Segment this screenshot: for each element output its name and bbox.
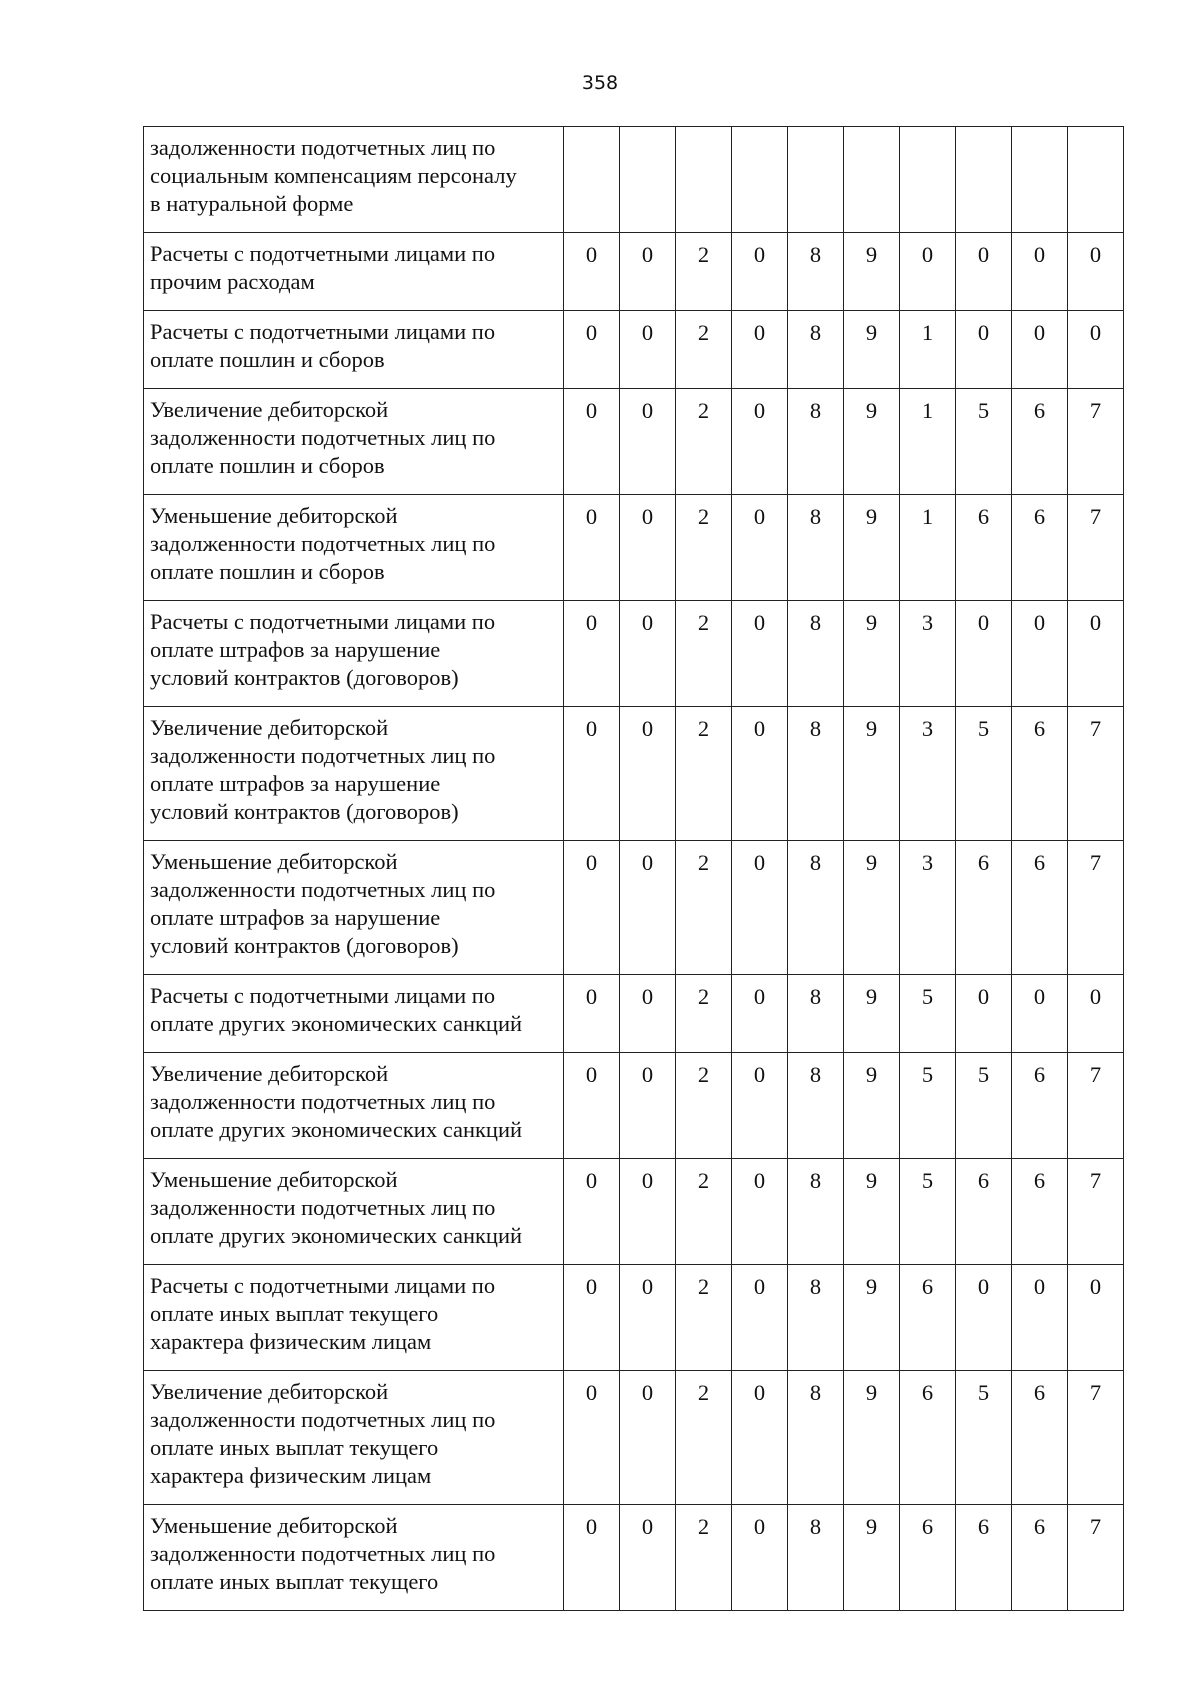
table-row: [144, 841, 1124, 975]
code-digit: 0: [564, 1371, 620, 1505]
code-digit: 8: [788, 1053, 844, 1159]
code-digit: 6: [956, 1505, 1012, 1611]
code-digit: 0: [564, 389, 620, 495]
code-digit: 0: [564, 233, 620, 311]
code-digit: 9: [844, 311, 900, 389]
code-digit: [676, 127, 732, 233]
code-digit: 0: [564, 841, 620, 975]
code-digit: 2: [676, 233, 732, 311]
code-digit: 0: [732, 601, 788, 707]
code-digit: 3: [900, 841, 956, 975]
code-digit: 9: [844, 495, 900, 601]
code-digit: [900, 127, 956, 233]
code-digit: 9: [844, 1265, 900, 1371]
code-digit: 8: [788, 389, 844, 495]
code-digit: 1: [900, 495, 956, 601]
code-digit: 0: [564, 707, 620, 841]
table-row: [144, 1371, 1124, 1505]
code-digit: 6: [1012, 841, 1068, 975]
code-digit: 0: [1068, 311, 1124, 389]
code-digit: 8: [788, 707, 844, 841]
code-digit: 2: [676, 495, 732, 601]
code-digit: 0: [956, 601, 1012, 707]
code-digit: 0: [564, 1053, 620, 1159]
code-digit: 0: [620, 1505, 676, 1611]
row-description: Расчеты с подотчетными лицами по оплате иных выплат текущего характера физическим лицам: [144, 1265, 564, 1371]
table-row: [144, 1505, 1124, 1611]
accounts-table: [143, 126, 1124, 1611]
row-description: Уменьшение дебиторской задолженности подотчетных лиц по оплате иных выплат текущего: [144, 1505, 564, 1611]
code-digit: [1068, 127, 1124, 233]
code-digit: 0: [732, 1053, 788, 1159]
code-digit: 2: [676, 975, 732, 1053]
code-digit: 5: [900, 1053, 956, 1159]
code-digit: 3: [900, 601, 956, 707]
code-digit: 0: [1068, 233, 1124, 311]
code-digit: 1: [900, 389, 956, 495]
code-digit: 9: [844, 1371, 900, 1505]
code-digit: 0: [732, 389, 788, 495]
code-digit: 2: [676, 1265, 732, 1371]
code-digit: 0: [620, 841, 676, 975]
code-digit: 5: [900, 1159, 956, 1265]
code-digit: 0: [564, 1505, 620, 1611]
code-digit: 8: [788, 601, 844, 707]
code-digit: 1: [900, 311, 956, 389]
code-digit: 6: [1012, 495, 1068, 601]
row-description: Расчеты с подотчетными лицами по оплате других экономических санкций: [144, 975, 564, 1053]
code-digit: 0: [564, 975, 620, 1053]
table-row: [144, 233, 1124, 311]
row-description: Увеличение дебиторской задолженности подотчетных лиц по оплате пошлин и сборов: [144, 389, 564, 495]
code-digit: 3: [900, 707, 956, 841]
code-digit: 2: [676, 389, 732, 495]
row-description: Увеличение дебиторской задолженности подотчетных лиц по оплате штрафов за нарушение условий контрактов (договоров): [144, 707, 564, 841]
code-digit: 0: [620, 389, 676, 495]
code-digit: 0: [732, 311, 788, 389]
code-digit: 8: [788, 1159, 844, 1265]
code-digit: 9: [844, 389, 900, 495]
code-digit: 5: [956, 389, 1012, 495]
row-description: Увеличение дебиторской задолженности подотчетных лиц по оплате других экономических санкций: [144, 1053, 564, 1159]
code-digit: 0: [620, 1371, 676, 1505]
code-digit: 0: [732, 1505, 788, 1611]
code-digit: 0: [1012, 311, 1068, 389]
code-digit: 9: [844, 1505, 900, 1611]
table-row: [144, 707, 1124, 841]
code-digit: 8: [788, 1505, 844, 1611]
code-digit: 6: [1012, 1505, 1068, 1611]
code-digit: 7: [1068, 495, 1124, 601]
code-digit: 8: [788, 1265, 844, 1371]
code-digit: 7: [1068, 1371, 1124, 1505]
code-digit: 0: [620, 601, 676, 707]
code-digit: 0: [564, 1159, 620, 1265]
code-digit: 6: [1012, 707, 1068, 841]
code-digit: 9: [844, 841, 900, 975]
code-digit: 0: [956, 1265, 1012, 1371]
code-digit: 0: [732, 233, 788, 311]
code-digit: 7: [1068, 707, 1124, 841]
code-digit: 0: [732, 1371, 788, 1505]
row-description: Расчеты с подотчетными лицами по оплате пошлин и сборов: [144, 311, 564, 389]
code-digit: 0: [620, 975, 676, 1053]
code-digit: 2: [676, 1159, 732, 1265]
code-digit: 7: [1068, 1159, 1124, 1265]
code-digit: 0: [732, 495, 788, 601]
code-digit: 2: [676, 841, 732, 975]
code-digit: 0: [564, 601, 620, 707]
row-description: Уменьшение дебиторской задолженности подотчетных лиц по оплате штрафов за нарушение условий контрактов (договоров): [144, 841, 564, 975]
code-digit: 0: [1068, 975, 1124, 1053]
code-digit: [620, 127, 676, 233]
code-digit: [1012, 127, 1068, 233]
code-digit: [956, 127, 1012, 233]
code-digit: 7: [1068, 841, 1124, 975]
page-number: 358: [581, 72, 619, 94]
code-digit: 9: [844, 1159, 900, 1265]
code-digit: 0: [956, 975, 1012, 1053]
code-digit: [732, 127, 788, 233]
code-digit: 0: [1012, 601, 1068, 707]
code-digit: 2: [676, 311, 732, 389]
table-row: [144, 1159, 1124, 1265]
code-digit: 0: [620, 311, 676, 389]
code-digit: 5: [900, 975, 956, 1053]
code-digit: 6: [1012, 389, 1068, 495]
code-digit: 0: [1068, 1265, 1124, 1371]
code-digit: 5: [956, 1371, 1012, 1505]
code-digit: 0: [900, 233, 956, 311]
code-digit: 0: [620, 233, 676, 311]
code-digit: 2: [676, 1371, 732, 1505]
code-digit: 7: [1068, 1053, 1124, 1159]
table-row: [144, 1053, 1124, 1159]
code-digit: 8: [788, 495, 844, 601]
code-digit: 0: [1012, 1265, 1068, 1371]
code-digit: 6: [900, 1505, 956, 1611]
code-digit: 2: [676, 601, 732, 707]
code-digit: 8: [788, 311, 844, 389]
code-digit: 0: [732, 707, 788, 841]
table-row: [144, 127, 1124, 233]
code-digit: 9: [844, 233, 900, 311]
code-digit: 6: [900, 1371, 956, 1505]
code-digit: 0: [956, 233, 1012, 311]
table-row: [144, 1265, 1124, 1371]
row-description: Увеличение дебиторской задолженности подотчетных лиц по оплате иных выплат текущего характера физическим лицам: [144, 1371, 564, 1505]
table-row: [144, 495, 1124, 601]
table-row: [144, 311, 1124, 389]
code-digit: 2: [676, 1053, 732, 1159]
code-digit: 8: [788, 233, 844, 311]
code-digit: 9: [844, 707, 900, 841]
code-digit: 7: [1068, 389, 1124, 495]
code-digit: 0: [732, 975, 788, 1053]
code-digit: 9: [844, 1053, 900, 1159]
code-digit: 0: [620, 707, 676, 841]
code-digit: 2: [676, 707, 732, 841]
code-digit: [788, 127, 844, 233]
code-digit: 0: [620, 1159, 676, 1265]
row-description: Уменьшение дебиторской задолженности подотчетных лиц по оплате других экономических санкций: [144, 1159, 564, 1265]
row-description: Расчеты с подотчетными лицами по прочим расходам: [144, 233, 564, 311]
code-digit: 8: [788, 1371, 844, 1505]
table-row: [144, 601, 1124, 707]
table-row: [144, 389, 1124, 495]
code-digit: 0: [564, 1265, 620, 1371]
table-row: [144, 975, 1124, 1053]
code-digit: [564, 127, 620, 233]
code-digit: 5: [956, 707, 1012, 841]
code-digit: 0: [732, 1265, 788, 1371]
code-digit: 0: [620, 1265, 676, 1371]
code-digit: 5: [956, 1053, 1012, 1159]
code-digit: 6: [1012, 1159, 1068, 1265]
code-digit: 0: [1068, 601, 1124, 707]
code-digit: 6: [900, 1265, 956, 1371]
code-digit: 9: [844, 601, 900, 707]
code-digit: 0: [564, 311, 620, 389]
code-digit: 0: [956, 311, 1012, 389]
code-digit: 6: [1012, 1371, 1068, 1505]
row-description: Уменьшение дебиторской задолженности подотчетных лиц по оплате пошлин и сборов: [144, 495, 564, 601]
code-digit: 6: [956, 841, 1012, 975]
row-description: задолженности подотчетных лиц по социальным компенсациям персоналу в натуральной форме: [144, 127, 564, 233]
code-digit: 6: [956, 495, 1012, 601]
code-digit: [844, 127, 900, 233]
code-digit: 0: [1012, 975, 1068, 1053]
row-description: Расчеты с подотчетными лицами по оплате штрафов за нарушение условий контрактов (договоров): [144, 601, 564, 707]
code-digit: 8: [788, 841, 844, 975]
code-digit: 0: [1012, 233, 1068, 311]
code-digit: 8: [788, 975, 844, 1053]
code-digit: 0: [620, 495, 676, 601]
code-digit: 0: [732, 841, 788, 975]
code-digit: 0: [732, 1159, 788, 1265]
code-digit: 0: [620, 1053, 676, 1159]
code-digit: 6: [956, 1159, 1012, 1265]
code-digit: 6: [1012, 1053, 1068, 1159]
code-digit: 0: [564, 495, 620, 601]
code-digit: 9: [844, 975, 900, 1053]
code-digit: 7: [1068, 1505, 1124, 1611]
code-digit: 2: [676, 1505, 732, 1611]
